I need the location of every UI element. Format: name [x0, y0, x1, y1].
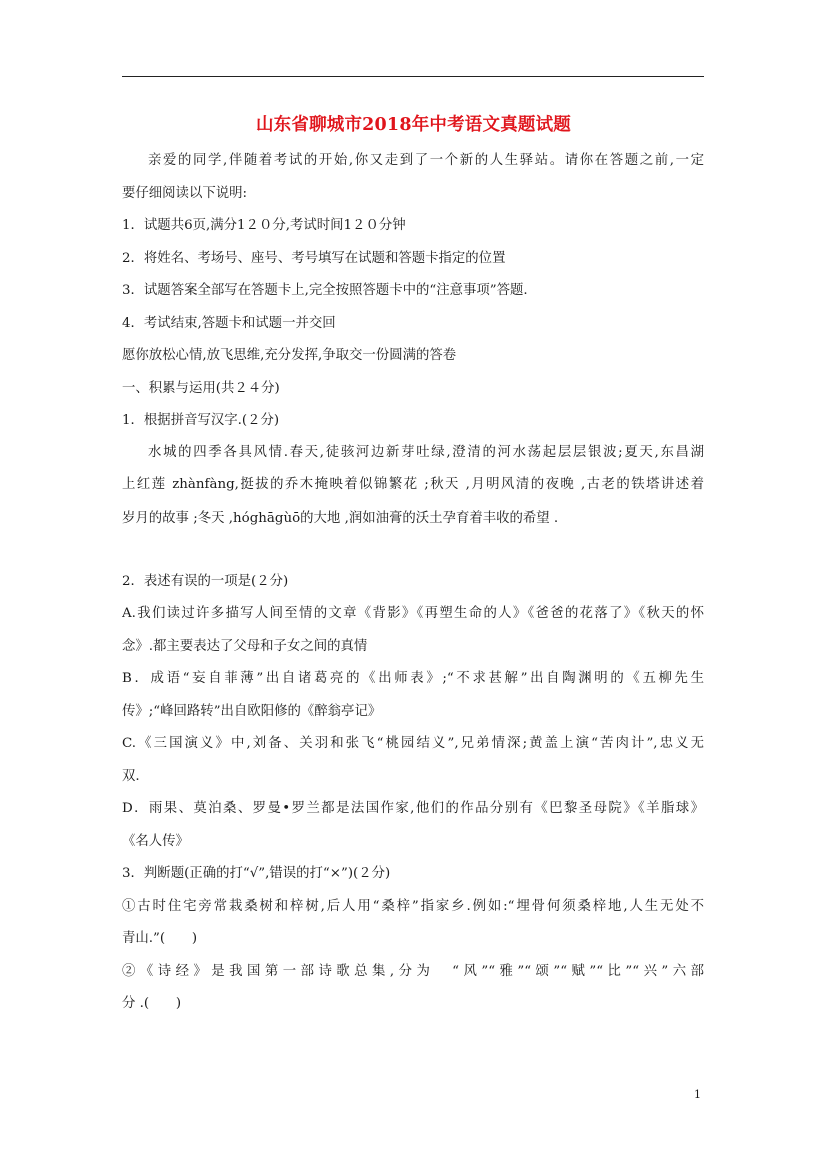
q1-stem: 1．根据拼音写汉字.(２分) — [122, 413, 280, 428]
q3-item-2-line-2: 分 .( ) — [122, 996, 182, 1011]
q2-option-d-line-1: D．雨果、莫泊桑、罗曼•罗兰都是法国作家,他们的作品分别有《巴黎圣母院》《羊脂球》 — [122, 801, 704, 816]
q1-passage-line-2: 上红莲 zhànfàng,挺拔的乔木掩映着似锦繁花 ;秋天 ,月明风清的夜晚 ,古老的铁塔讲述着 — [122, 477, 704, 492]
q2-option-d-line-2: 《名人传》 — [122, 834, 189, 849]
q2-stem: 2．表述有误的一项是(２分) — [122, 574, 289, 589]
instruction-2: 2．将姓名、考场号、座号、考号填写在试题和答题卡指定的位置 — [122, 251, 506, 266]
header-rule — [122, 76, 704, 77]
q1-passage-line-3: 岁月的故事 ;冬天 ,hóghāgùō的大地 ,润如油膏的沃土孕育着丰收的希望 . — [122, 511, 559, 526]
intro-line-2: 要仔细阅读以下说明: — [122, 186, 248, 201]
q2-option-a-line-1: A.我们读过许多描写人间至情的文章《背影》《再塑生命的人》《爸爸的花落了》《秋天的怀 — [122, 606, 704, 621]
q1-passage-line-1: 水城的四季各具风情.春天,徒骇河边新芽吐绿,澄清的河水荡起层层银波;夏天,东昌湖 — [148, 445, 704, 460]
intro-line-1: 亲爱的同学,伴随着考试的开始,你又走到了一个新的人生驿站。请你在答题之前,一定 — [148, 153, 704, 168]
q3-item-1-line-2: 青山.”( ) — [122, 931, 198, 946]
q2-option-b-line-2: 传》;“峰回路转”出自欧阳修的《醉翁亭记》 — [122, 704, 382, 719]
page-number: 1 — [694, 1088, 701, 1101]
q2-option-a-line-2: 念》.都主要表达了父母和子女之间的真情 — [122, 639, 368, 654]
q2-option-c-line-2: 双. — [122, 769, 140, 784]
instruction-1: 1．试题共6页,满分1２０分,考试时间1２０分钟 — [122, 218, 406, 233]
q2-option-b-line-1: B．成语“妄自菲薄”出自诸葛亮的《出师表》;“不求甚解”出自陶渊明的《五柳先生 — [122, 671, 704, 686]
instruction-4: 4．考试结束,答题卡和试题一并交回 — [122, 316, 336, 331]
q3-item-2-line-1: ②《诗经》是我国第一部诗歌总集,分为 “风”“雅”“颂”“赋”“比”“兴”六部 — [122, 964, 704, 979]
page-title: 山东省聊城市2018年中考语文真题试题 — [255, 115, 571, 135]
q3-item-1-line-1: ①古时住宅旁常栽桑树和梓树,后人用“桑梓”指家乡.例如:“埋骨何须桑梓地,人生无处不 — [122, 899, 704, 914]
q3-stem: 3．判断题(正确的打“√”,错误的打“×”)(２分) — [122, 866, 391, 881]
section-heading: 一、积累与运用(共２４分) — [122, 381, 280, 396]
wish-text: 愿你放松心情,放飞思维,充分发挥,争取交一份圆满的答卷 — [122, 348, 457, 363]
instruction-3: 3．试题答案全部写在答题卡上,完全按照答题卡中的“注意事项”答题. — [122, 283, 528, 298]
q2-option-c-line-1: C.《三国演义》中,刘备、关羽和张飞“桃园结义”,兄弟情深;黄盖上演“苦肉计”,忠义无 — [122, 736, 704, 751]
